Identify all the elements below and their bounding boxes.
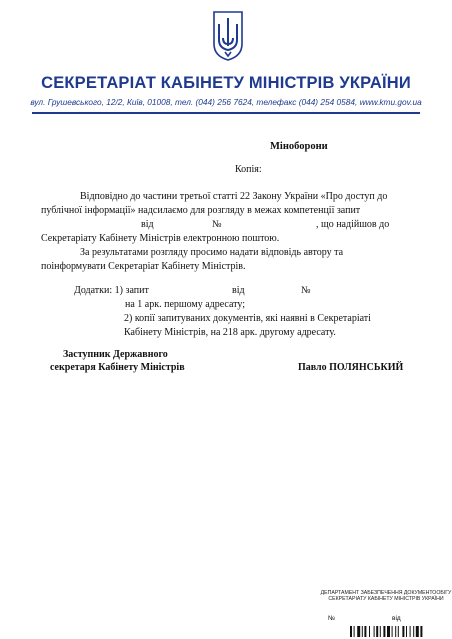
- org-address: вул. Грушевського, 12/2, Київ, 01008, тел. (044) 256 7624, телефакс (044) 254 0584, www.kmu.gov.ua: [30, 97, 422, 107]
- registration-no: №: [328, 615, 335, 622]
- header-divider: [32, 112, 420, 114]
- registration-from: від: [392, 615, 401, 622]
- body-inline-no: №: [212, 219, 222, 230]
- attachment-line: на 1 арк. першому адресату;: [125, 299, 246, 310]
- barcode-icon: [350, 626, 446, 637]
- attachment-from: від: [232, 285, 245, 296]
- attachment-no: №: [301, 285, 311, 296]
- body-line: , що надійшов до: [316, 219, 390, 230]
- signature-name: Павло ПОЛЯНСЬКИЙ: [298, 362, 404, 373]
- body-line: Секретаріату Кабінету Міністрів електронною поштою.: [41, 233, 280, 244]
- recipient: Міноборони: [270, 141, 328, 152]
- body-line: публічної інформації» надсилаємо для розгляду в межах компетенції запит: [41, 205, 361, 216]
- registration-department: ДЕПАРТАМЕНТ ЗАБЕЗПЕЧЕННЯ ДОКУМЕНТООБІГУ СЕКРЕТАРІАТУ КАБІНЕТУ МІНІСТРІВ УКРАЇНИ: [320, 590, 452, 603]
- attachment-line: Кабінету Міністрів, на 218 арк. другому адресату.: [124, 327, 336, 338]
- body-line: За результатами розгляду просимо надати відповідь автору та: [80, 247, 344, 258]
- copy-label: Копія:: [235, 164, 262, 175]
- attachments-label: Додатки: 1) запит: [74, 285, 149, 296]
- body-line: поінформувати Секретаріат Кабінету Міністрів.: [41, 261, 246, 272]
- body-inline-from: від: [141, 219, 154, 230]
- body-line: Відповідно до частини третьої статті 22 Закону України «Про доступ до: [80, 191, 388, 202]
- trident-coat-of-arms-icon: [212, 10, 244, 62]
- signature-title: секретаря Кабінету Міністрів: [50, 362, 185, 373]
- attachment-line: 2) копії запитуваних документів, які наявні в Секретаріаті: [124, 313, 371, 324]
- org-name: СЕКРЕТАРІАТ КАБІНЕТУ МІНІСТРІВ УКРАЇНИ: [41, 74, 411, 92]
- signature-title: Заступник Державного: [63, 349, 168, 360]
